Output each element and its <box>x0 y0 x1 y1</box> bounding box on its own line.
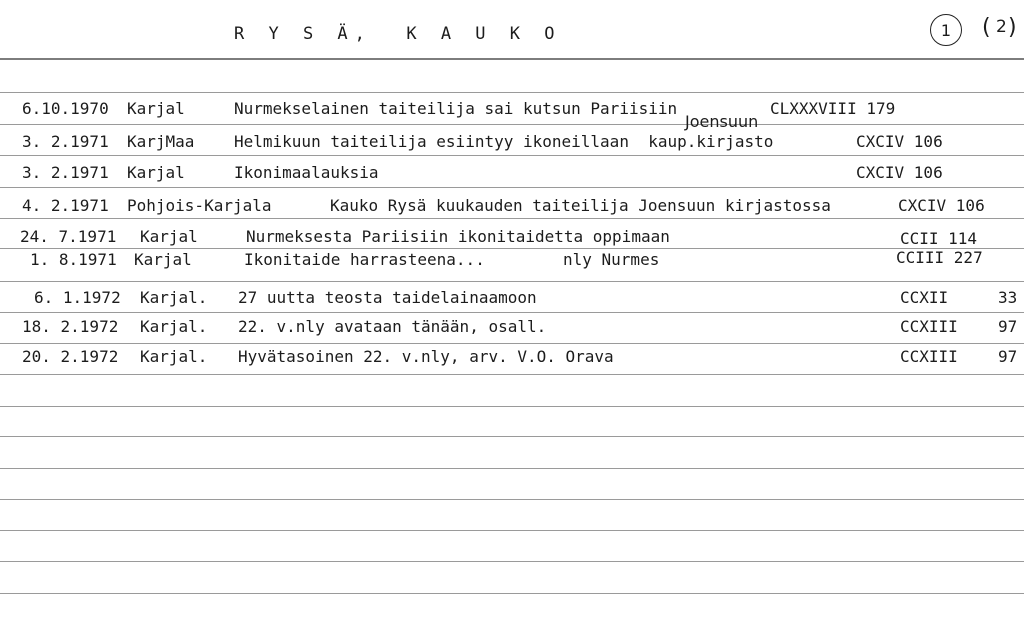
ruled-line <box>0 92 1024 93</box>
entry-source: KarjMaa <box>127 132 195 151</box>
entry-page: 33 <box>998 288 1018 307</box>
entry-source: Karjal. <box>140 288 208 307</box>
entry-text: Kauko Rysä kuukauden taiteilija Joensuun kirjastossa <box>330 196 831 215</box>
entry-source: Karjal <box>140 227 198 246</box>
entry-ref: CXCIV 106 <box>898 196 985 215</box>
ruled-line <box>0 530 1024 531</box>
entry-source: Karjal <box>127 163 185 182</box>
entry-ref: CCXIII <box>900 347 958 366</box>
ruled-line <box>0 499 1024 500</box>
entry-text: 22. v.nly avataan tänään, osall. <box>238 317 547 336</box>
entry-text: Ikonimaalauksia <box>234 163 379 182</box>
entry-date: 3. 2.1971 <box>22 132 109 151</box>
card-number-1-circle <box>930 14 962 46</box>
ruled-line <box>0 281 1024 282</box>
entry-date: 4. 2.1971 <box>22 196 109 215</box>
entry-source: Karjal. <box>140 317 208 336</box>
entry-text: Hyvätasoinen 22. v.nly, arv. V.O. Orava <box>238 347 614 366</box>
entry-text-location: nly Nurmes <box>563 250 660 269</box>
entry-note: Joensuun <box>685 112 759 131</box>
ruled-line <box>0 406 1024 407</box>
entry-date: 18. 2.1972 <box>22 317 119 336</box>
entry-source: Karjal <box>127 99 185 118</box>
entry-ref: CCXIII <box>900 317 958 336</box>
ruled-line <box>0 218 1024 219</box>
ruled-line <box>0 312 1024 313</box>
ruled-line <box>0 561 1024 562</box>
ruled-line <box>0 593 1024 594</box>
entry-ref: CCXII <box>900 288 949 307</box>
entry-date: 6.10.1970 <box>22 99 109 118</box>
entry-ref: CCIII 227 <box>896 248 983 267</box>
ruled-line <box>0 343 1024 344</box>
ruled-line <box>0 187 1024 188</box>
entry-text: Helmikuun taiteilija esiintyy ikoneillaan kaup.kirjasto <box>234 132 774 151</box>
entry-page: 97 <box>998 347 1018 366</box>
card-number-2: 2 <box>996 17 1007 37</box>
entry-ref: CXCIV 106 <box>856 132 943 151</box>
card-number-2-close-paren: ) <box>1008 15 1017 40</box>
card-number-2-open-paren: ( <box>982 15 991 40</box>
entry-date: 3. 2.1971 <box>22 163 109 182</box>
entry-text: 27 uutta teosta taidelainaamoon <box>238 288 537 307</box>
header-rule <box>0 58 1024 60</box>
entry-ref: CXCIV 106 <box>856 163 943 182</box>
entry-source: Karjal. <box>140 347 208 366</box>
entry-source: Karjal <box>134 250 192 269</box>
entry-date: 1. 8.1971 <box>30 250 117 269</box>
ruled-line <box>0 155 1024 156</box>
ruled-line <box>0 468 1024 469</box>
card-title: R Y S Ä, K A U K O <box>234 24 562 44</box>
ruled-line <box>0 248 1024 249</box>
entry-ref: CCII 114 <box>900 229 978 248</box>
entry-date: 20. 2.1972 <box>22 347 119 366</box>
card-number-1: 1 <box>940 20 952 40</box>
entry-date: 6. 1.1972 <box>34 288 121 307</box>
entry-text: Nurmekselainen taiteilija sai kutsun Pariisiin <box>234 99 678 118</box>
entry-date: 24. 7.1971 <box>20 227 117 246</box>
ruled-line <box>0 374 1024 375</box>
entry-text: Ikonitaide harrasteena... <box>244 250 485 269</box>
ruled-line <box>0 436 1024 437</box>
entry-page: 97 <box>998 317 1018 336</box>
ruled-line <box>0 124 1024 125</box>
entry-ref: CLXXXVIII 179 <box>770 99 896 118</box>
entry-source: Pohjois-Karjala <box>127 196 272 215</box>
entry-text: Nurmeksesta Pariisiin ikonitaidetta oppimaan <box>246 227 670 246</box>
